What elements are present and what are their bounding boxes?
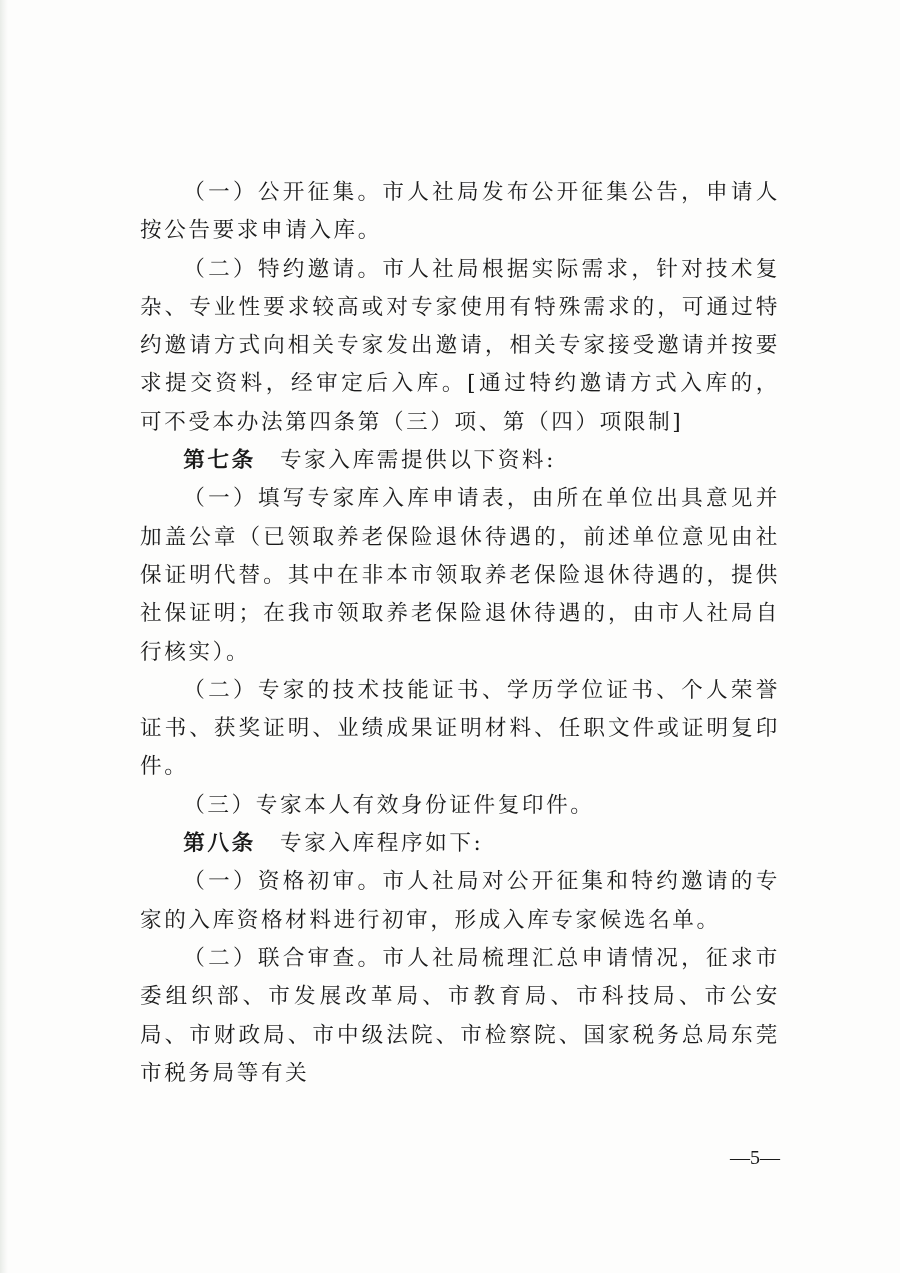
body-text xyxy=(140,174,780,1093)
paragraph-certificates: （二）专家的技术技能证书、学历学位证书、个人荣誉证书、获奖证明、业绩成果证明材料、任职文件或证明复印件。 xyxy=(140,677,780,780)
paragraph-initial-review: （一）资格初审。市人社局对公开征集和特约邀请的专家的入库资格材料进行初审，形成入库专家候选名单。 xyxy=(140,869,780,933)
page-number: —5— xyxy=(730,1147,780,1169)
article-8-heading: 第八条 专家入库程序如下: xyxy=(183,831,484,857)
paragraph-special-invitation: （二）特约邀请。市人社局根据实际需求，针对技术复杂、专业性要求较高或对专家使用有特殊需求的，可通过特约邀请方式向相关专家发出邀请，相关专家接受邀请并按要求提交资料，经审定后入库。[通过特约邀请方式入库的，可不受本办法第四条第（三）项、第（四）项限制] xyxy=(140,256,780,435)
paragraph-open-collection: （一）公开征集。市人社局发布公开征集公告，申请人按公告要求申请入库。 xyxy=(140,180,780,244)
article-7-heading: 第七条 专家入库需提供以下资料: xyxy=(183,448,556,474)
paragraph-application-form: （一）填写专家库入库申请表，由所在单位出具意见并加盖公章（已领取养老保险退休待遇的，前述单位意见由社保证明代替。其中在非本市领取养老保险退休待遇的，提供社保证明；在我市领取养老保险退休待遇的，由市人社局自行核实）。 xyxy=(140,486,780,665)
article-7-label: 第七条 xyxy=(183,448,256,474)
scan-edge xyxy=(0,0,8,1273)
paragraph-id-copy: （三）专家本人有效身份证件复印件。 xyxy=(183,792,595,818)
article-8-label: 第八条 xyxy=(183,831,256,857)
paragraph-joint-review: （二）联合审查。市人社局梳理汇总申请情况，征求市委组织部、市发展改革局、市教育局、市科技局、市公安局、市财政局、市中级法院、市检察院、国家税务总局东莞市税务局等有关 xyxy=(140,945,780,1086)
